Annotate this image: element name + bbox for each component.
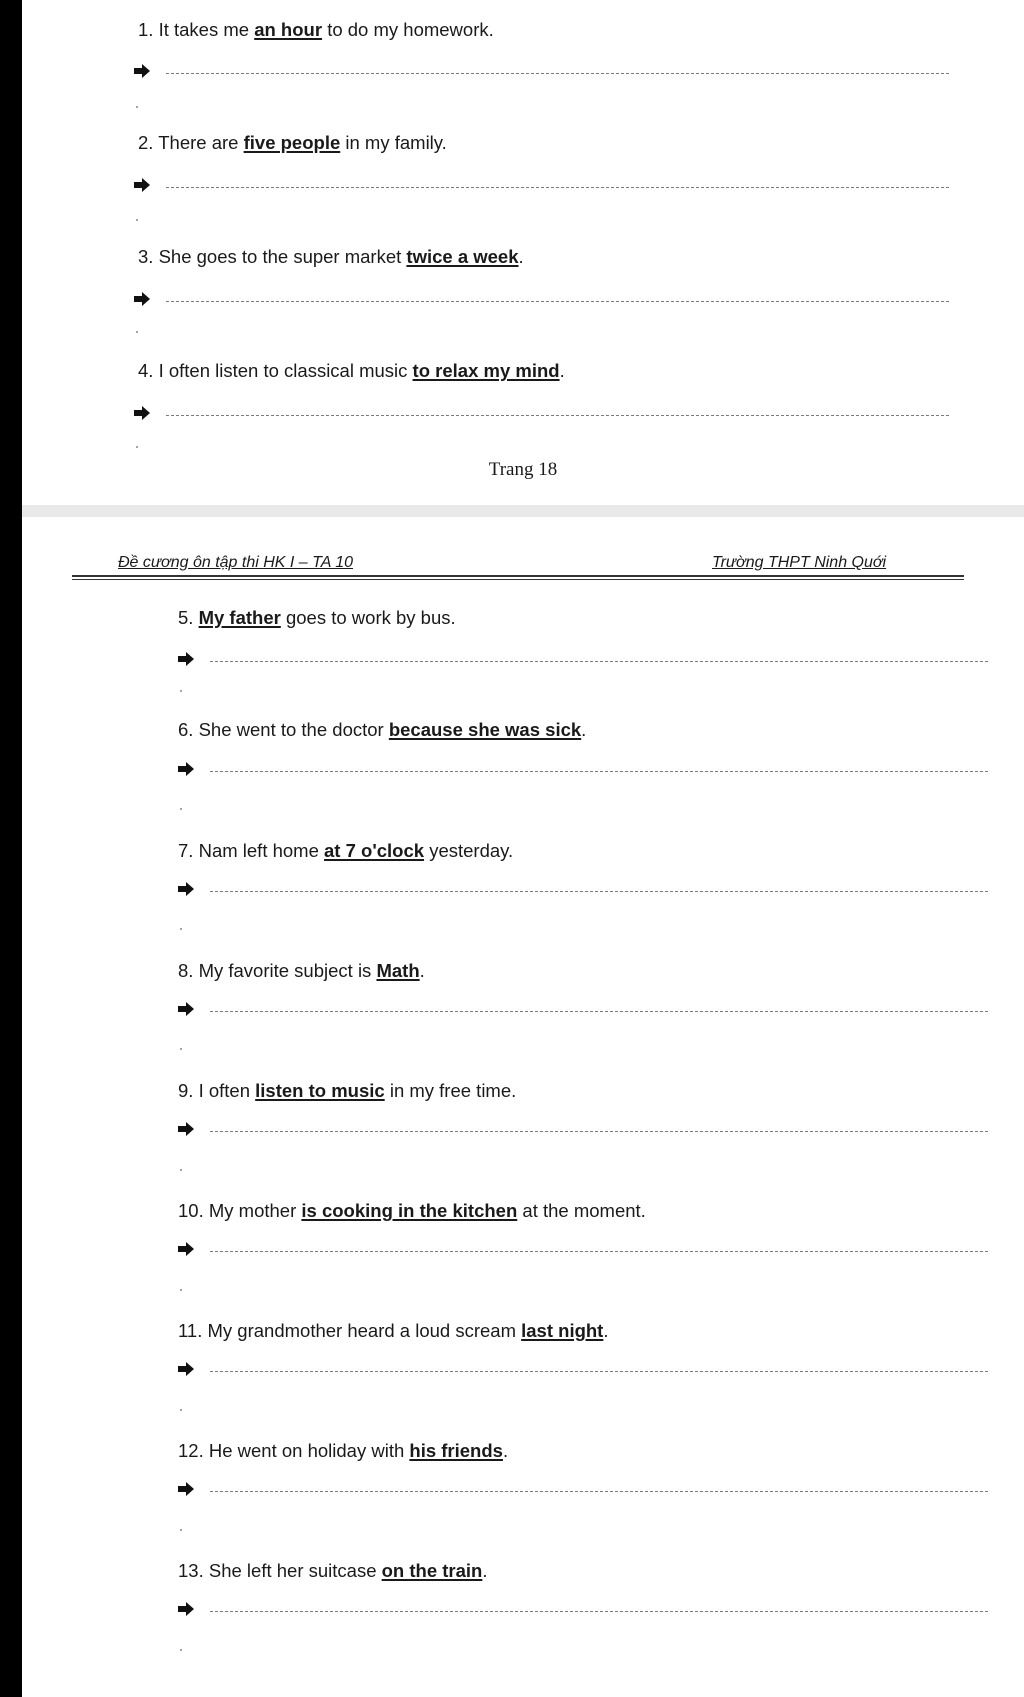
underlined-phrase: listen to music xyxy=(255,1080,385,1101)
answer-line[interactable] xyxy=(134,406,949,420)
underlined-phrase: last night xyxy=(521,1320,604,1341)
answer-line[interactable] xyxy=(178,1482,988,1496)
question-11: 11. My grandmother heard a loud scream last night. xyxy=(178,1320,609,1341)
question-7: 7. Nam left home at 7 o'clock yesterday. xyxy=(178,840,514,861)
answer-line[interactable] xyxy=(178,1242,988,1256)
worksheet-page-19 xyxy=(22,517,1024,1697)
answer-line[interactable] xyxy=(134,64,949,78)
document-title: Đề cương ôn tập thi HK I – TA 10 xyxy=(118,554,354,571)
underlined-phrase: five people xyxy=(243,132,341,153)
page-separator xyxy=(22,505,1024,517)
page-number: Trang 18 xyxy=(488,459,558,480)
answer-line[interactable] xyxy=(178,652,988,666)
underlined-phrase: Math xyxy=(376,960,420,981)
question-13: 13. She left her suitcase on the train. xyxy=(178,1560,488,1581)
question-3: 3. She goes to the super market twice a week. xyxy=(138,246,524,267)
underlined-phrase: an hour xyxy=(254,19,323,40)
right-arrow-icon xyxy=(178,1242,194,1256)
answer-line[interactable] xyxy=(178,1362,988,1376)
header-rule xyxy=(72,575,964,580)
right-arrow-icon xyxy=(178,1122,194,1136)
underlined-phrase: on the train xyxy=(381,1560,483,1581)
question-9: 9. I often listen to music in my free time. xyxy=(178,1080,517,1101)
right-arrow-icon xyxy=(178,1002,194,1016)
underlined-phrase: My father xyxy=(198,607,281,628)
question-5: 5. My father goes to work by bus. xyxy=(178,607,456,628)
right-arrow-icon xyxy=(178,882,194,896)
right-arrow-icon xyxy=(134,178,150,192)
underlined-phrase: because she was sick xyxy=(388,719,582,740)
underlined-phrase: to relax my mind xyxy=(412,360,560,381)
right-arrow-icon xyxy=(178,1602,194,1616)
answer-line[interactable] xyxy=(178,762,988,776)
underlined-phrase: his friends xyxy=(409,1440,503,1461)
question-4: 4. I often listen to classical music to relax my mind. xyxy=(138,360,565,381)
answer-line[interactable] xyxy=(178,1002,988,1016)
underlined-phrase: is cooking in the kitchen xyxy=(301,1200,518,1221)
question-1: 1. It takes me an hour to do my homework. xyxy=(138,19,494,40)
right-arrow-icon xyxy=(134,64,150,78)
answer-line[interactable] xyxy=(178,882,988,896)
right-arrow-icon xyxy=(134,292,150,306)
question-10: 10. My mother is cooking in the kitchen at the moment. xyxy=(178,1200,646,1221)
right-arrow-icon xyxy=(178,652,194,666)
underlined-phrase: twice a week xyxy=(406,246,519,267)
right-arrow-icon xyxy=(178,762,194,776)
right-arrow-icon xyxy=(178,1362,194,1376)
answer-line[interactable] xyxy=(134,292,949,306)
right-arrow-icon xyxy=(134,406,150,420)
question-8: 8. My favorite subject is Math. xyxy=(178,960,425,981)
question-12: 12. He went on holiday with his friends. xyxy=(178,1440,509,1461)
answer-line[interactable] xyxy=(134,178,949,192)
answer-line[interactable] xyxy=(178,1122,988,1136)
question-6: 6. She went to the doctor because she was sick. xyxy=(178,719,587,740)
right-arrow-icon xyxy=(178,1482,194,1496)
worksheet-page-18 xyxy=(22,0,1024,505)
underlined-phrase: at 7 o'clock xyxy=(324,840,425,861)
school-name: Trường THPT Ninh Quới xyxy=(712,554,887,571)
answer-line[interactable] xyxy=(178,1602,988,1616)
question-2: 2. There are five people in my family. xyxy=(138,132,447,153)
